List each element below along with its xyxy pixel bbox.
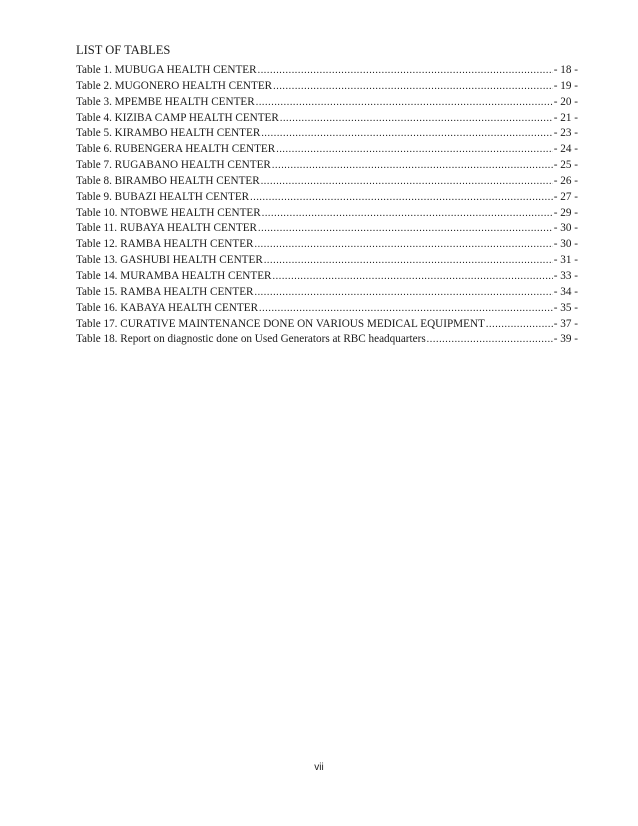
toc-entry-page: - 19 - <box>553 79 578 92</box>
toc-entry-title: Table 4. KIZIBA CAMP HEALTH CENTER <box>76 111 279 124</box>
list-of-tables-heading: LIST OF TABLES <box>76 43 171 57</box>
dot-leader <box>254 287 552 298</box>
toc-entry-page: - 25 - <box>553 159 578 172</box>
dot-leader <box>427 334 553 345</box>
toc-entry[interactable] <box>76 80 578 96</box>
toc-entry-title: Table 7. RUGABANO HEALTH CENTER <box>76 159 271 172</box>
toc-entry[interactable] <box>76 302 578 318</box>
toc-entry-page: - 39 - <box>553 333 578 346</box>
dot-leader <box>272 160 553 171</box>
toc-entry-page: - 23 - <box>553 127 578 140</box>
toc-entry-page: - 33 - <box>553 269 578 282</box>
dot-leader <box>256 97 553 108</box>
toc-entry-title: Table 1. MUBUGA HEALTH CENTER <box>76 64 257 76</box>
toc-entry-page: - 35 - <box>553 301 578 314</box>
toc-entry-title: Table 16. KABAYA HEALTH CENTER <box>76 301 259 314</box>
toc-entry[interactable] <box>76 270 578 286</box>
toc-entry-title: Table 8. BIRAMBO HEALTH CENTER <box>76 174 260 187</box>
toc-entry-title: Table 3. MPEMBE HEALTH CENTER <box>76 95 255 108</box>
toc-entry-page: - 27 - <box>553 190 578 203</box>
toc-entry[interactable] <box>76 238 578 254</box>
dot-leader <box>486 319 553 330</box>
toc-entry[interactable] <box>76 143 578 159</box>
toc-entry-page: - 37 - <box>553 317 578 330</box>
dot-leader <box>261 176 553 187</box>
dot-leader <box>273 81 553 92</box>
toc-entry-title: Table 13. GASHUBI HEALTH CENTER <box>76 254 263 267</box>
toc-entry[interactable] <box>76 222 578 238</box>
toc-entry[interactable] <box>76 64 578 80</box>
toc-entry-title: Table 17. CURATIVE MAINTENANCE DONE ON VARIOUS MEDICAL EQUIPMENT <box>76 317 485 330</box>
toc-entry[interactable] <box>76 96 578 112</box>
toc-entry[interactable] <box>76 159 578 175</box>
dot-leader <box>280 113 553 124</box>
toc-entry[interactable] <box>76 254 578 270</box>
toc-entry-page: - 26 - <box>553 174 578 187</box>
toc-entry-title: Table 10. NTOBWE HEALTH CENTER <box>76 206 261 219</box>
toc-entry-title: Table 9. BUBAZI HEALTH CENTER <box>76 190 250 203</box>
toc-entry-title: Table 6. RUBENGERA HEALTH CENTER <box>76 143 276 156</box>
dot-leader <box>258 65 553 76</box>
toc-entry-title: Table 14. MURAMBA HEALTH CENTER <box>76 269 272 282</box>
toc-entry-page: - 31 - <box>553 254 578 267</box>
toc-entry-title: Table 2. MUGONERO HEALTH CENTER <box>76 79 273 92</box>
dot-leader <box>276 144 553 155</box>
dot-leader <box>259 303 553 314</box>
dot-leader <box>261 128 552 139</box>
toc-entry[interactable] <box>76 112 578 128</box>
toc-entry[interactable] <box>76 191 578 207</box>
table-of-contents-list <box>76 64 578 349</box>
toc-entry-page: - 34 - <box>553 285 578 298</box>
toc-entry-page: - 29 - <box>553 206 578 219</box>
dot-leader <box>258 223 553 234</box>
dot-leader <box>264 255 553 266</box>
dot-leader <box>273 271 553 282</box>
toc-entry-title: Table 18. Report on diagnostic done on Used Generators at RBC headquarters <box>76 333 426 346</box>
toc-entry[interactable] <box>76 175 578 191</box>
toc-entry-title: Table 11. RUBAYA HEALTH CENTER <box>76 222 258 235</box>
toc-entry-page: - 24 - <box>553 143 578 156</box>
toc-entry[interactable] <box>76 127 578 143</box>
toc-entry[interactable] <box>76 286 578 302</box>
toc-entry[interactable] <box>76 207 578 223</box>
toc-entry-page: - 20 - <box>553 95 578 108</box>
toc-entry-title: Table 5. KIRAMBO HEALTH CENTER <box>76 127 261 140</box>
dot-leader <box>262 208 553 219</box>
toc-entry[interactable] <box>76 333 578 349</box>
toc-entry-page: - 18 - <box>553 64 578 76</box>
toc-entry-page: - 30 - <box>553 222 578 235</box>
toc-entry-title: Table 15. RAMBA HEALTH CENTER <box>76 285 254 298</box>
toc-entry-page: - 21 - <box>553 111 578 124</box>
toc-entry-title: Table 12. RAMBA HEALTH CENTER <box>76 238 254 251</box>
page-number: vii <box>314 762 324 773</box>
toc-entry[interactable] <box>76 318 578 334</box>
dot-leader <box>250 192 553 203</box>
toc-entry-page: - 30 - <box>553 238 578 251</box>
dot-leader <box>254 239 552 250</box>
